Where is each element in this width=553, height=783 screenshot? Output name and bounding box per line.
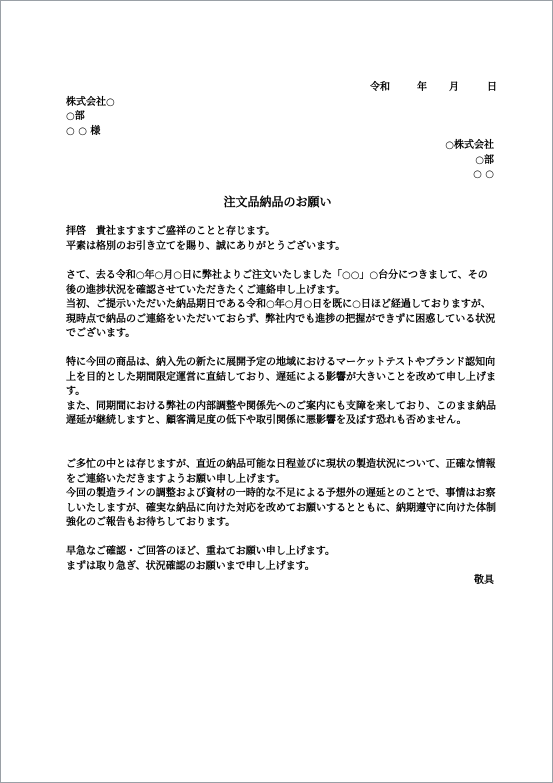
paragraph-text: 早急なご確認・ご回答のほど、重ねてお願い申し上げます。 まずは取り急ぎ、状況確認のお願いまで申し上げます。 (66, 546, 335, 572)
body-paragraph-conclusion (66, 545, 496, 574)
date-month: 月 (449, 82, 459, 93)
date-year: 年 (417, 82, 427, 93)
recipient-department: ○部 (66, 111, 85, 122)
paragraph-text: ご多忙の中とは存じますが、直近の納品可能な日程並びに現状の製造状況について、正確な情報をご連絡いただきますようお願い申し上げます。 今回の製造ラインの調整および資材の一時的な不足による予想外の遅延とのことで、事情はお察しいたしますが、確実な納品に向けた対応を改めてお願いするとともに、納期遵守に向けた体制強化のご報告もお待ちしております。 (66, 459, 496, 528)
paragraph-text: 拝啓 貴社ますますご盛祥のことと存じます。 平素は格別のお引き立てを賜り、誠にありがとうございます。 (66, 226, 346, 252)
recipient-person: ○ ○ 様 (66, 126, 101, 137)
recipient-company: 株式会社○ (66, 97, 115, 108)
paragraph-text: さて、去る令和○年○月○日に弊社よりご注文いたしました「○○」○台分につきまして、その後の進捗状況を確認させていただきたくご連絡申し上げます。 当初、ご提示いただいた納品期日である令和○年○月○日を既に○日ほど経過しておりますが、現時点で納品のご連絡をいただいておらず、弊社内でも進捗の把握ができずに困惑している状況でございます。 (66, 270, 496, 339)
body-paragraph-request (66, 458, 496, 531)
date-era: 令和 (370, 82, 390, 93)
body-paragraph-greeting (66, 225, 496, 254)
sender-department: ○部 (475, 155, 494, 166)
body-paragraph-impact (66, 356, 496, 429)
sender-person: ○ ○ (473, 169, 494, 180)
closing-keigu: 敬具 (474, 575, 494, 586)
body-paragraph-inquiry (66, 269, 496, 342)
sender-company: ○株式会社 (445, 140, 494, 151)
letter-date (370, 81, 497, 96)
date-day: 日 (487, 82, 497, 93)
letter-title: 注文品納品のお願い (223, 195, 332, 209)
paragraph-text: 特に今回の商品は、納入先の新たに展開予定の地域におけるマーケットテストやブランド認知向上を目的とした期間限定運営に直結しており、遅延による影響が大きいことを改めて申し上げます。 また、同期間における弊社の内部調整や関係先へのご案内にも支障を来しており、このまま納品遅延が継続しますと、顧客満足度の低下や取引関係に悪影響を及ぼす恐れも否めません。 (66, 357, 496, 426)
